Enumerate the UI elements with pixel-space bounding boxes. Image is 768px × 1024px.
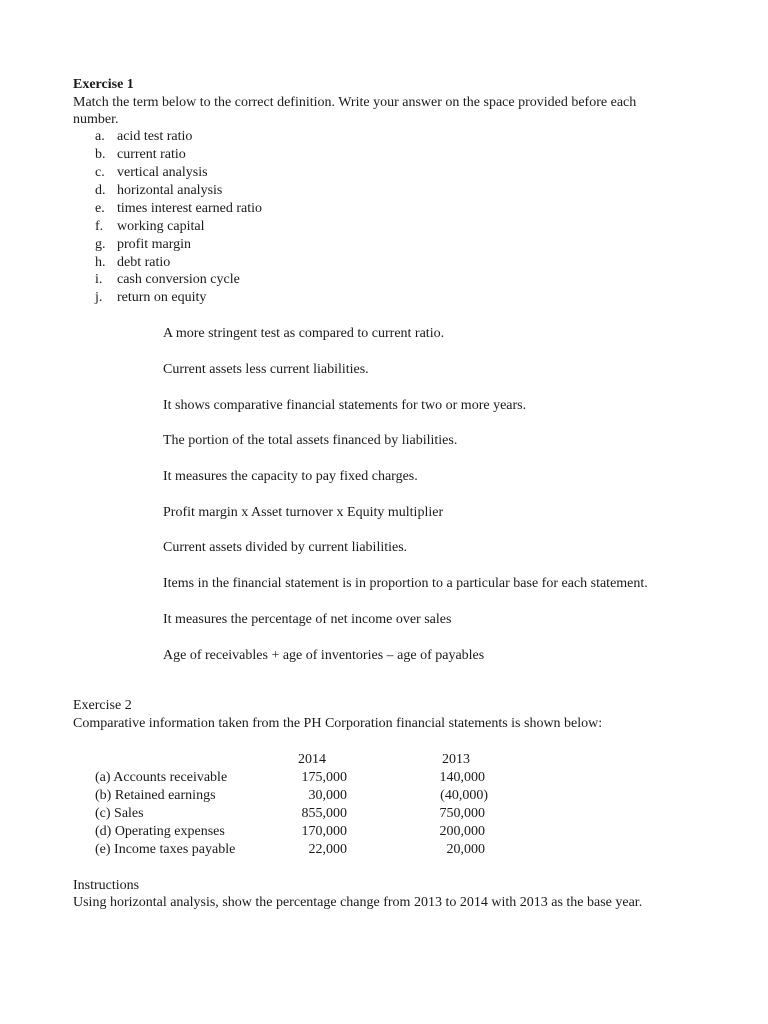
row-label: (b) Retained earnings bbox=[95, 788, 216, 803]
definition-item: Items in the financial statement is in proportion to a particular base for each statement. bbox=[163, 576, 648, 591]
exercise2-intro: Comparative information taken from the PH Corporation financial statements is shown below: bbox=[73, 716, 603, 731]
value-2013: (40,000) bbox=[440, 788, 488, 803]
exercise2-title: Exercise 2 bbox=[73, 698, 132, 713]
term-text: return on equity bbox=[117, 290, 207, 305]
column-header-2014: 2014 bbox=[298, 752, 326, 767]
term-text: cash conversion cycle bbox=[117, 272, 240, 287]
definition-item: Age of receivables + age of inventories – age of payables bbox=[163, 648, 485, 663]
row-label: (a) Accounts receivable bbox=[95, 770, 228, 785]
definition-item: The portion of the total assets financed by liabilities. bbox=[163, 433, 458, 448]
term-letter: c. bbox=[95, 165, 105, 180]
definition-item: It measures the capacity to pay fixed charges. bbox=[163, 469, 418, 484]
term-text: debt ratio bbox=[117, 255, 171, 270]
term-text: vertical analysis bbox=[117, 165, 208, 180]
value-2014: 855,000 bbox=[301, 806, 347, 821]
term-text: times interest earned ratio bbox=[117, 201, 262, 216]
term-letter: b. bbox=[95, 147, 106, 162]
value-2014: 175,000 bbox=[301, 770, 347, 785]
value-2013: 20,000 bbox=[446, 842, 485, 857]
definition-item: It shows comparative financial statements for two or more years. bbox=[163, 398, 527, 413]
term-letter: d. bbox=[95, 183, 106, 198]
term-letter: i. bbox=[95, 272, 103, 287]
term-text: current ratio bbox=[117, 147, 186, 162]
value-2013: 140,000 bbox=[439, 770, 485, 785]
term-text: horizontal analysis bbox=[117, 183, 223, 198]
value-2014: 22,000 bbox=[308, 842, 347, 857]
value-2014: 170,000 bbox=[301, 824, 347, 839]
term-letter: h. bbox=[95, 255, 106, 270]
exercise1-title: Exercise 1 bbox=[73, 77, 134, 92]
row-label: (d) Operating expenses bbox=[95, 824, 225, 839]
value-2013: 750,000 bbox=[439, 806, 485, 821]
definition-item: It measures the percentage of net income over sales bbox=[163, 612, 452, 627]
row-label: (c) Sales bbox=[95, 806, 144, 821]
term-text: acid test ratio bbox=[117, 129, 193, 144]
term-text: profit margin bbox=[117, 237, 192, 252]
column-header-2013: 2013 bbox=[442, 752, 470, 767]
definition-item: Profit margin x Asset turnover x Equity multiplier bbox=[163, 505, 444, 520]
exercise1-instruction-line2: number. bbox=[73, 112, 119, 127]
definition-item: Current assets divided by current liabilities. bbox=[163, 540, 408, 555]
definition-item: A more stringent test as compared to current ratio. bbox=[163, 326, 445, 341]
term-letter: g. bbox=[95, 237, 106, 252]
exercise1-instruction-line1: Match the term below to the correct definition. Write your answer on the space provided before each bbox=[73, 95, 637, 110]
term-letter: a. bbox=[95, 129, 105, 144]
row-label: (e) Income taxes payable bbox=[95, 842, 236, 857]
term-letter: f. bbox=[95, 219, 104, 234]
value-2014: 30,000 bbox=[308, 788, 347, 803]
value-2013: 200,000 bbox=[439, 824, 485, 839]
term-text: working capital bbox=[117, 219, 205, 234]
term-letter: j. bbox=[95, 290, 103, 305]
term-letter: e. bbox=[95, 201, 105, 216]
instructions-text: Using horizontal analysis, show the percentage change from 2013 to 2014 with 2013 as the base year. bbox=[73, 895, 643, 910]
definition-item: Current assets less current liabilities. bbox=[163, 362, 369, 377]
instructions-heading: Instructions bbox=[73, 878, 140, 893]
